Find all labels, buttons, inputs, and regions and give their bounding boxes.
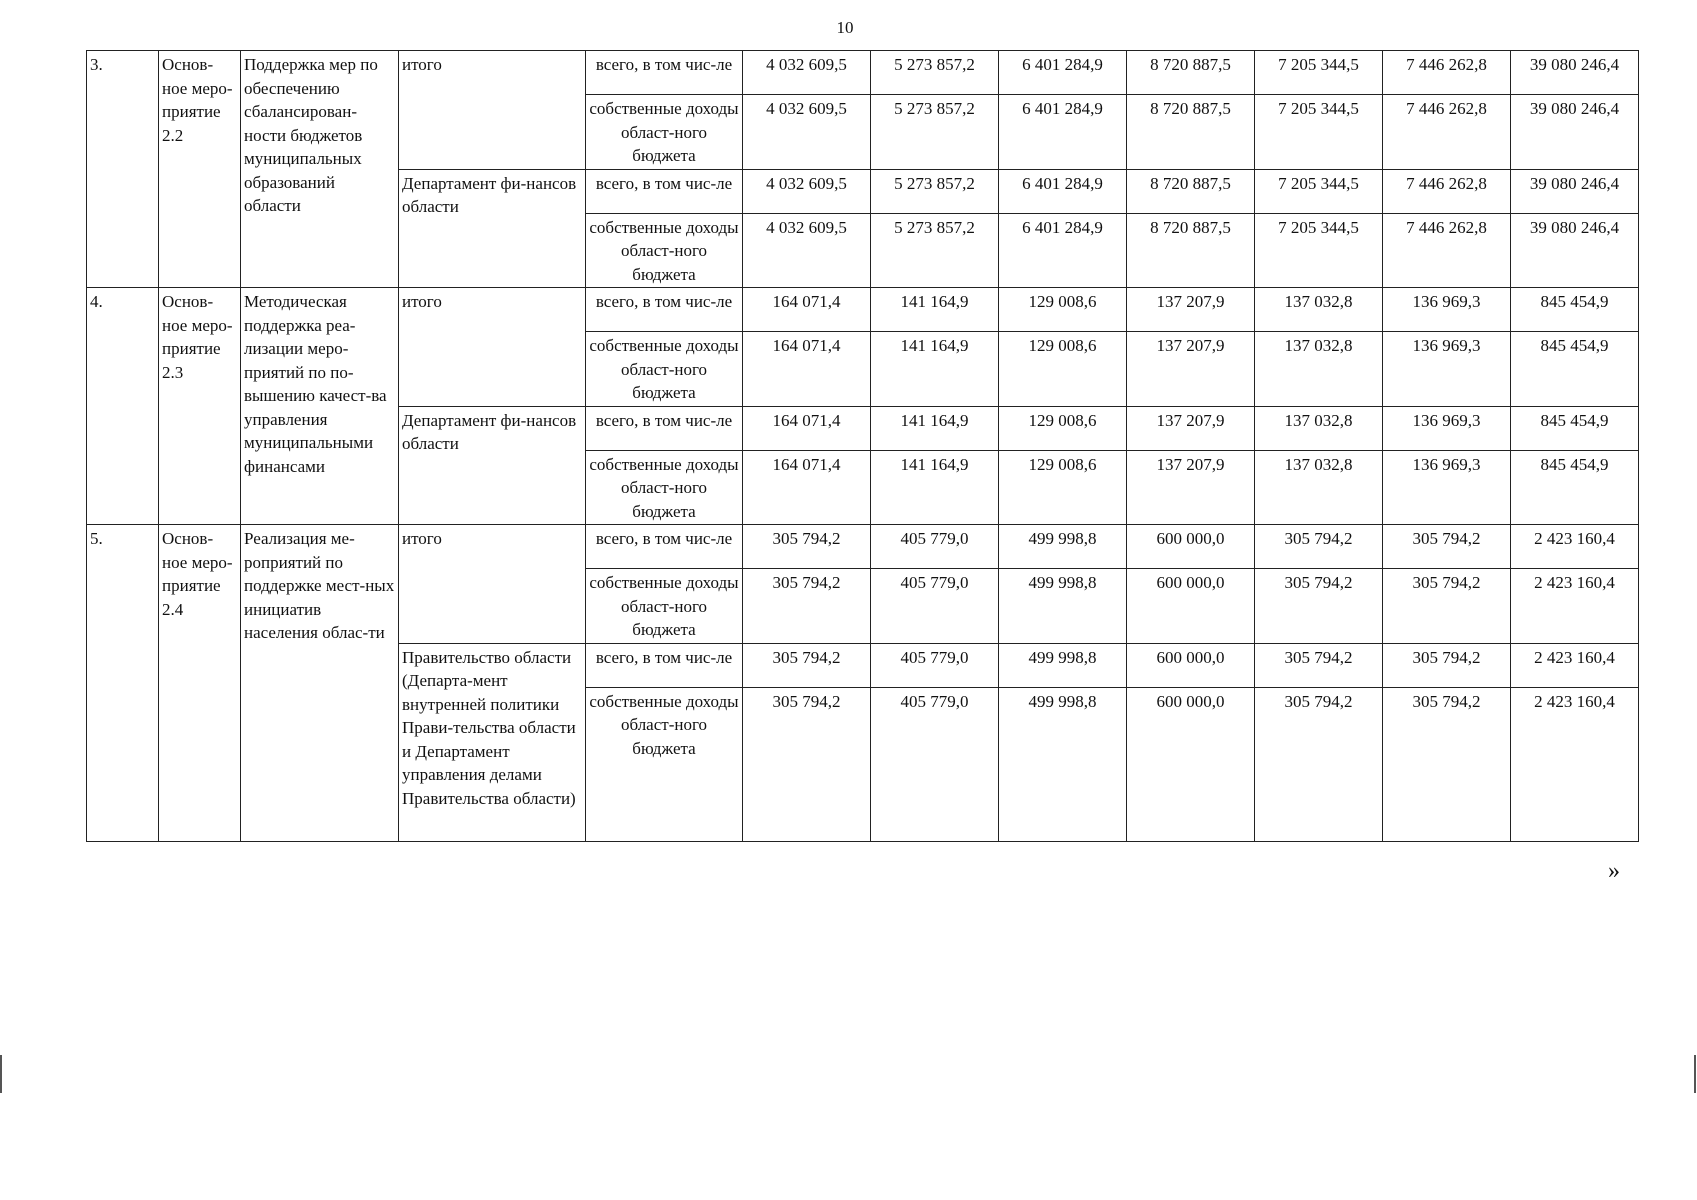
amount-cell: 7 205 344,5 [1255,213,1383,288]
amount-cell: 4 032 609,5 [743,51,871,95]
amount-cell: 7 205 344,5 [1255,169,1383,213]
funding-source: собственные доходы област-ного бюджета [586,213,743,288]
amount-cell: 499 998,8 [999,643,1127,687]
amount-cell: 4 032 609,5 [743,95,871,170]
margin-tick-right [1694,1055,1696,1093]
amount-cell: 137 032,8 [1255,450,1383,525]
funding-source: всего, в том чис-ле [586,525,743,569]
amount-cell: 136 969,3 [1383,332,1511,407]
amount-cell: 8 720 887,5 [1127,51,1255,95]
amount-cell: 8 720 887,5 [1127,95,1255,170]
executor: Департамент фи-нансов области [399,169,586,288]
amount-cell: 4 032 609,5 [743,169,871,213]
amount-cell: 7 205 344,5 [1255,95,1383,170]
amount-cell: 7 446 262,8 [1383,169,1511,213]
funding-source: собственные доходы област-ного бюджета [586,569,743,644]
amount-cell: 141 164,9 [871,288,999,332]
amount-cell: 39 080 246,4 [1511,51,1639,95]
amount-cell: 405 779,0 [871,525,999,569]
funding-source: собственные доходы област-ного бюджета [586,450,743,525]
funding-source: всего, в том чис-ле [586,51,743,95]
budget-table [86,50,1639,842]
amount-cell: 129 008,6 [999,406,1127,450]
executor: итого [399,51,586,170]
amount-cell: 6 401 284,9 [999,51,1127,95]
amount-cell: 137 032,8 [1255,406,1383,450]
amount-cell: 305 794,2 [743,687,871,841]
amount-cell: 7 205 344,5 [1255,51,1383,95]
amount-cell: 136 969,3 [1383,288,1511,332]
amount-cell: 2 423 160,4 [1511,643,1639,687]
page-number: 10 [836,18,854,37]
amount-cell: 2 423 160,4 [1511,687,1639,841]
amount-cell: 129 008,6 [999,288,1127,332]
amount-cell: 5 273 857,2 [871,213,999,288]
executor: итого [399,288,586,407]
amount-cell: 141 164,9 [871,450,999,525]
amount-cell: 305 794,2 [1383,687,1511,841]
amount-cell: 39 080 246,4 [1511,95,1639,170]
activity-type: Основ-ное меро-приятие 2.3 [159,288,241,525]
amount-cell: 405 779,0 [871,643,999,687]
amount-cell: 7 446 262,8 [1383,213,1511,288]
amount-cell: 136 969,3 [1383,406,1511,450]
amount-cell: 499 998,8 [999,569,1127,644]
amount-cell: 305 794,2 [1255,525,1383,569]
amount-cell: 499 998,8 [999,525,1127,569]
amount-cell: 129 008,6 [999,450,1127,525]
table-row [87,288,1639,332]
margin-tick-left [0,1055,2,1093]
amount-cell: 164 071,4 [743,406,871,450]
row-number: 4. [87,288,159,525]
funding-source: всего, в том чис-ле [586,406,743,450]
amount-cell: 4 032 609,5 [743,213,871,288]
amount-cell: 305 794,2 [1383,643,1511,687]
amount-cell: 305 794,2 [743,643,871,687]
amount-cell: 2 423 160,4 [1511,525,1639,569]
amount-cell: 6 401 284,9 [999,213,1127,288]
funding-source: всего, в том чис-ле [586,288,743,332]
amount-cell: 141 164,9 [871,332,999,407]
activity-type: Основ-ное меро-приятие 2.2 [159,51,241,288]
table-row [87,51,1639,95]
amount-cell: 137 032,8 [1255,288,1383,332]
amount-cell: 8 720 887,5 [1127,169,1255,213]
amount-cell: 845 454,9 [1511,406,1639,450]
executor: Правительство области (Департа-мент внутренней политики Прави-тельства области и Департамент управления делами Правительства области) [399,643,586,841]
executor: Департамент фи-нансов области [399,406,586,525]
amount-cell: 164 071,4 [743,332,871,407]
amount-cell: 305 794,2 [1255,687,1383,841]
amount-cell: 405 779,0 [871,569,999,644]
activity-type: Основ-ное меро-приятие 2.4 [159,525,241,842]
amount-cell: 845 454,9 [1511,288,1639,332]
amount-cell: 405 779,0 [871,687,999,841]
amount-cell: 845 454,9 [1511,332,1639,407]
amount-cell: 137 207,9 [1127,288,1255,332]
amount-cell: 305 794,2 [1383,569,1511,644]
activity-name: Реализация ме-роприятий по поддержке мест-ных инициатив населения облас-ти [241,525,399,842]
amount-cell: 2 423 160,4 [1511,569,1639,644]
amount-cell: 137 207,9 [1127,406,1255,450]
row-number: 3. [87,51,159,288]
amount-cell: 7 446 262,8 [1383,95,1511,170]
amount-cell: 305 794,2 [1383,525,1511,569]
amount-cell: 6 401 284,9 [999,169,1127,213]
funding-source: всего, в том чис-ле [586,169,743,213]
amount-cell: 8 720 887,5 [1127,213,1255,288]
amount-cell: 137 207,9 [1127,450,1255,525]
amount-cell: 5 273 857,2 [871,169,999,213]
amount-cell: 164 071,4 [743,450,871,525]
funding-source: собственные доходы област-ного бюджета [586,687,743,841]
executor: итого [399,525,586,644]
funding-source: собственные доходы област-ного бюджета [586,95,743,170]
table-row [87,525,1639,569]
amount-cell: 141 164,9 [871,406,999,450]
amount-cell: 39 080 246,4 [1511,213,1639,288]
amount-cell: 164 071,4 [743,288,871,332]
amount-cell: 305 794,2 [743,525,871,569]
amount-cell: 136 969,3 [1383,450,1511,525]
amount-cell: 600 000,0 [1127,643,1255,687]
amount-cell: 5 273 857,2 [871,95,999,170]
funding-source: всего, в том чис-ле [586,643,743,687]
funding-source: собственные доходы област-ного бюджета [586,332,743,407]
amount-cell: 600 000,0 [1127,569,1255,644]
amount-cell: 499 998,8 [999,687,1127,841]
amount-cell: 39 080 246,4 [1511,169,1639,213]
amount-cell: 600 000,0 [1127,687,1255,841]
amount-cell: 305 794,2 [743,569,871,644]
amount-cell: 6 401 284,9 [999,95,1127,170]
amount-cell: 305 794,2 [1255,569,1383,644]
activity-name: Методическая поддержка реа-лизации меро-приятий по по-вышению качест-ва управления муниципальными финансами [241,288,399,525]
activity-name: Поддержка мер по обеспечению сбалансирован-ности бюджетов муниципальных образований области [241,51,399,288]
amount-cell: 137 207,9 [1127,332,1255,407]
budget-table-body [87,51,1639,842]
amount-cell: 305 794,2 [1255,643,1383,687]
amount-cell: 137 032,8 [1255,332,1383,407]
amount-cell: 129 008,6 [999,332,1127,407]
amount-cell: 845 454,9 [1511,450,1639,525]
closing-quote: » [1608,858,1620,884]
amount-cell: 5 273 857,2 [871,51,999,95]
amount-cell: 7 446 262,8 [1383,51,1511,95]
row-number: 5. [87,525,159,842]
amount-cell: 600 000,0 [1127,525,1255,569]
